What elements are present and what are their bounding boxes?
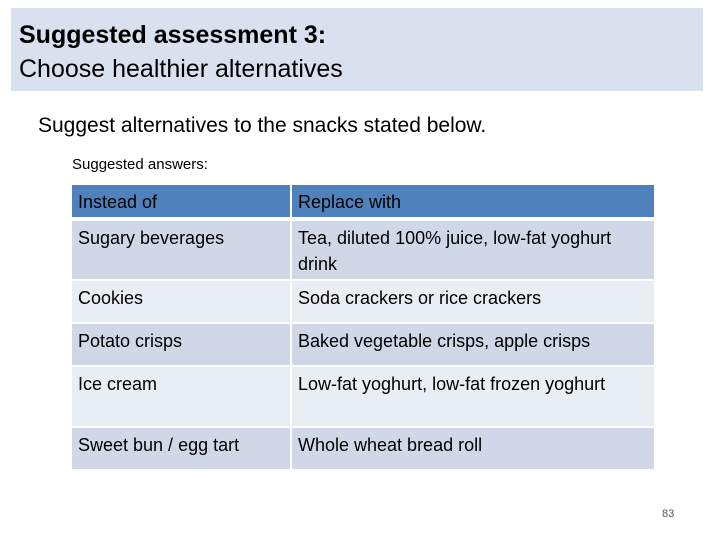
cell-replace: Baked vegetable crisps, apple crisps bbox=[292, 322, 654, 365]
cell-replace: Soda crackers or rice crackers bbox=[292, 279, 654, 322]
header-replace-with: Replace with bbox=[292, 185, 654, 219]
cell-instead: Ice cream bbox=[72, 365, 292, 426]
header-instead-of: Instead of bbox=[72, 185, 292, 219]
cell-instead: Sweet bun / egg tart bbox=[72, 426, 292, 469]
cell-instead: Potato crisps bbox=[72, 322, 292, 365]
table-header-row bbox=[72, 185, 654, 219]
alternatives-table bbox=[72, 185, 654, 469]
title-band bbox=[11, 8, 703, 91]
table-row bbox=[72, 426, 654, 469]
slide-subtitle: Choose healthier alternatives bbox=[19, 55, 343, 83]
cell-instead: Cookies bbox=[72, 279, 292, 322]
cell-replace: Low-fat yoghurt, low-fat frozen yoghurt bbox=[292, 365, 654, 426]
slide-title: Suggested assessment 3: bbox=[19, 21, 327, 49]
cell-replace: Whole wheat bread roll bbox=[292, 426, 654, 469]
cell-replace: Tea, diluted 100% juice, low-fat yoghurt drink bbox=[292, 219, 654, 279]
table-row bbox=[72, 365, 654, 426]
instruction-text: Suggest alternatives to the snacks stated below. bbox=[38, 114, 487, 137]
cell-instead: Sugary beverages bbox=[72, 219, 292, 279]
table-row bbox=[72, 322, 654, 365]
page-number: 83 bbox=[662, 508, 675, 520]
answers-label: Suggested answers: bbox=[72, 156, 208, 173]
table-row bbox=[72, 219, 654, 279]
table-row bbox=[72, 279, 654, 322]
